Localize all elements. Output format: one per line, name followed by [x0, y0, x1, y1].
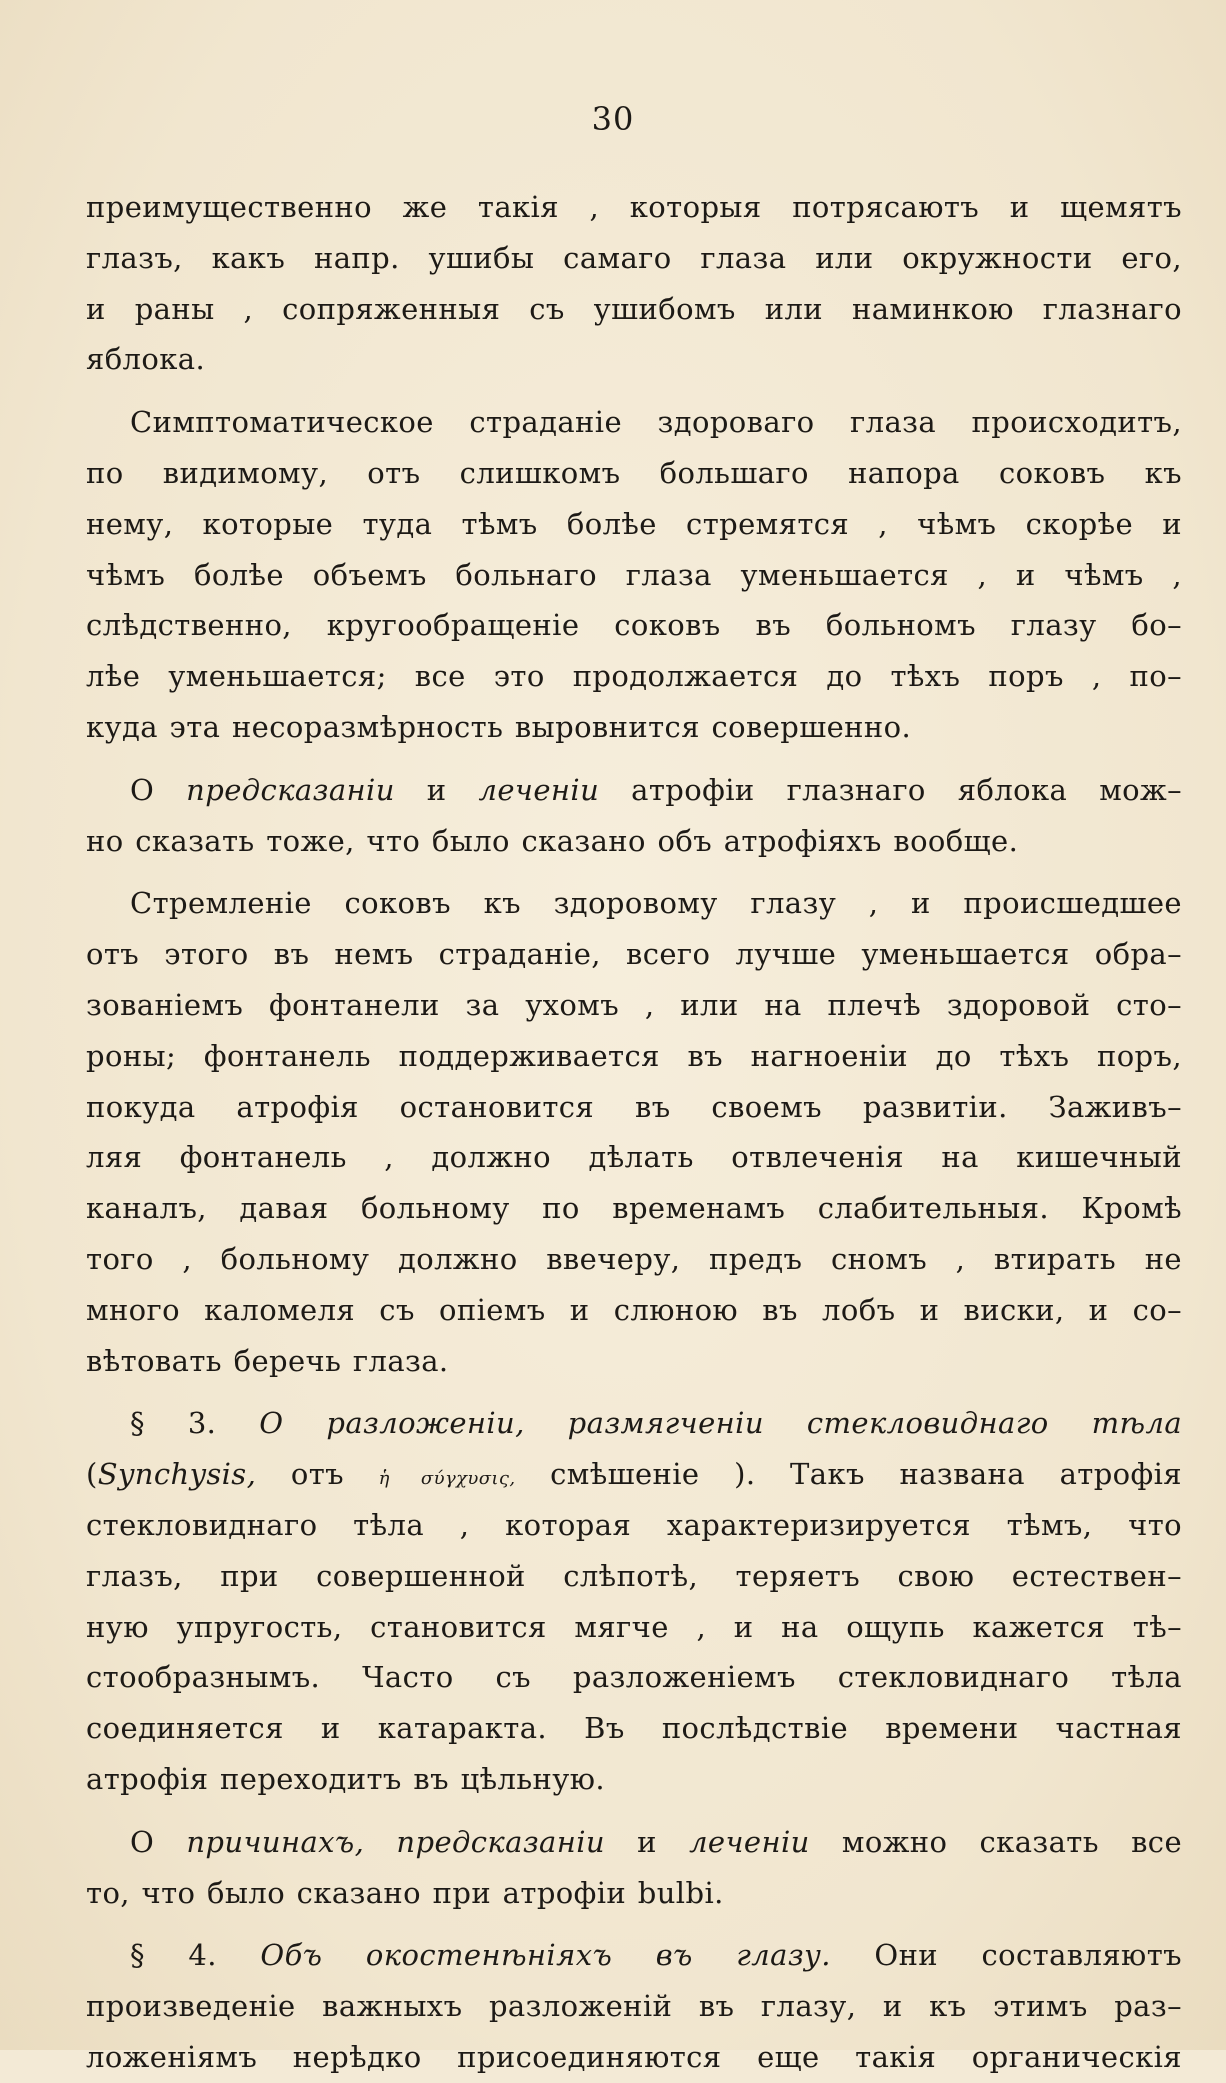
section-heading-line	[86, 1398, 1182, 1449]
paragraph	[86, 182, 1182, 385]
text-line: чѣмъ болѣе объемъ больнаго глаза уменьшается , и чѣмъ ,	[86, 557, 1182, 592]
greek-term: ἡ σύγχυσις,	[378, 1468, 516, 1490]
text-line: лѣе уменьшается; все это продолжается до тѣхъ поръ , по–	[86, 659, 1182, 694]
text-line: ную упругость, становится мягче , и на ощупь кажется тѣ–	[86, 1609, 1182, 1644]
section-title: Объ окостенѣніяхъ въ глазу.	[260, 1938, 831, 1973]
text-line: ляя фонтанель , должно дѣлать отвлеченія на кишечный	[86, 1140, 1182, 1175]
text-run: О	[130, 1824, 187, 1859]
text-line: покуда атрофія остановится въ своемъ развитіи. Заживъ–	[86, 1089, 1182, 1124]
text-line: произведеніе важныхъ разложеній въ глазу, и къ этимъ раз–	[86, 1989, 1182, 2024]
text-line: Стремленіе соковъ къ здоровому глазу , и происшедшее	[130, 886, 1182, 921]
latin-term: Synchysis,	[97, 1457, 257, 1492]
text-run: О	[130, 772, 187, 807]
paragraph	[86, 878, 1182, 1386]
text-line	[86, 1449, 1182, 1500]
page-number: 30	[591, 100, 635, 138]
text-line: много каломеля съ опіемъ и слюною въ лобъ и виски, и со–	[86, 1292, 1182, 1327]
italic-term: предсказаніи	[186, 772, 395, 807]
text-line: каналъ, давая больному по временамъ слабительныя. Кромѣ	[86, 1191, 1182, 1226]
text-run: смѣшеніе ). Такъ названа атрофія	[515, 1457, 1182, 1492]
text-line: зованіемъ фонтанели за ухомъ , или на плечѣ здоровой сто–	[86, 987, 1182, 1022]
text-line: того , больному должно ввечеру, предъ сномъ , втирать не	[86, 1241, 1182, 1276]
section-title: О разложеніи, размягченіи стекловиднаго тѣла	[259, 1406, 1183, 1441]
text-line: стекловиднаго тѣла , которая характеризируется тѣмъ, что	[86, 1507, 1182, 1542]
text-line	[86, 1817, 1182, 1868]
text-run: (	[86, 1457, 98, 1492]
text-line: ложеніямъ нерѣдко присоединяются еще такія органическія	[86, 2039, 1182, 2074]
section-number: § 4.	[130, 1938, 261, 1973]
paragraph	[86, 1817, 1182, 1919]
italic-term: леченіи	[689, 1824, 810, 1859]
text-line: глазъ, какъ напр. ушибы самаго глаза или окружности его,	[86, 240, 1182, 275]
section-number: § 3.	[130, 1406, 260, 1441]
text-line: по видимому, отъ слишкомъ большаго напора соковъ къ	[86, 455, 1182, 490]
text-line	[86, 765, 1182, 816]
text-run: отъ	[256, 1457, 379, 1492]
text-line: соединяется и катаракта. Въ послѣдствіе времени частная	[86, 1711, 1182, 1746]
text-line: слѣдственно, кругообращеніе соковъ въ больномъ глазу бо–	[86, 608, 1182, 643]
italic-term: причинахъ, предсказаніи	[186, 1824, 606, 1859]
text-run: атрофіи глазнаго яблока мож–	[599, 772, 1183, 807]
section-heading-line	[86, 1930, 1182, 1981]
text-run: и	[394, 772, 479, 807]
text-line: и раны , сопряженныя съ ушибомъ или наминкою глазнаго	[86, 291, 1182, 326]
paragraph	[86, 397, 1182, 753]
body-text	[86, 182, 1182, 2083]
section-paragraph	[86, 1930, 1182, 2082]
text-line: атрофія переходитъ въ цѣльную.	[86, 1761, 605, 1796]
text-line: роны; фонтанель поддерживается въ нагноеніи до тѣхъ поръ,	[86, 1038, 1182, 1073]
text-line: стообразнымъ. Часто съ разложеніемъ стекловиднаго тѣла	[86, 1660, 1182, 1695]
text-line: но сказать тоже, что было сказано объ атрофіяхъ вообще.	[86, 823, 1019, 858]
text-line: нему, которые туда тѣмъ болѣе стремятся , чѣмъ скорѣе и	[86, 506, 1182, 541]
text-line: отъ этого въ немъ страданіе, всего лучше уменьшается обра–	[86, 937, 1182, 972]
section-paragraph	[86, 1398, 1182, 1804]
text-run: Они составляютъ	[830, 1938, 1182, 1973]
text-line: куда эта несоразмѣрность выровнится совершенно.	[86, 709, 912, 744]
text-run: можно сказать все	[809, 1824, 1183, 1859]
text-run: и	[605, 1824, 690, 1859]
text-line: вѣтовать беречь глаза.	[86, 1343, 449, 1378]
text-line: яблока.	[86, 342, 206, 377]
italic-term: леченіи	[478, 772, 600, 807]
paragraph	[86, 765, 1182, 867]
text-line: преимущественно же такія , которыя потрясаютъ и щемятъ	[86, 190, 1182, 224]
text-line: глазъ, при совершенной слѣпотѣ, теряетъ свою естествен–	[86, 1558, 1182, 1593]
text-line: то, что было сказано при атрофіи bulbi.	[86, 1875, 724, 1910]
text-line: Симптоматическое страданіе здороваго глаза происходитъ,	[130, 405, 1182, 440]
